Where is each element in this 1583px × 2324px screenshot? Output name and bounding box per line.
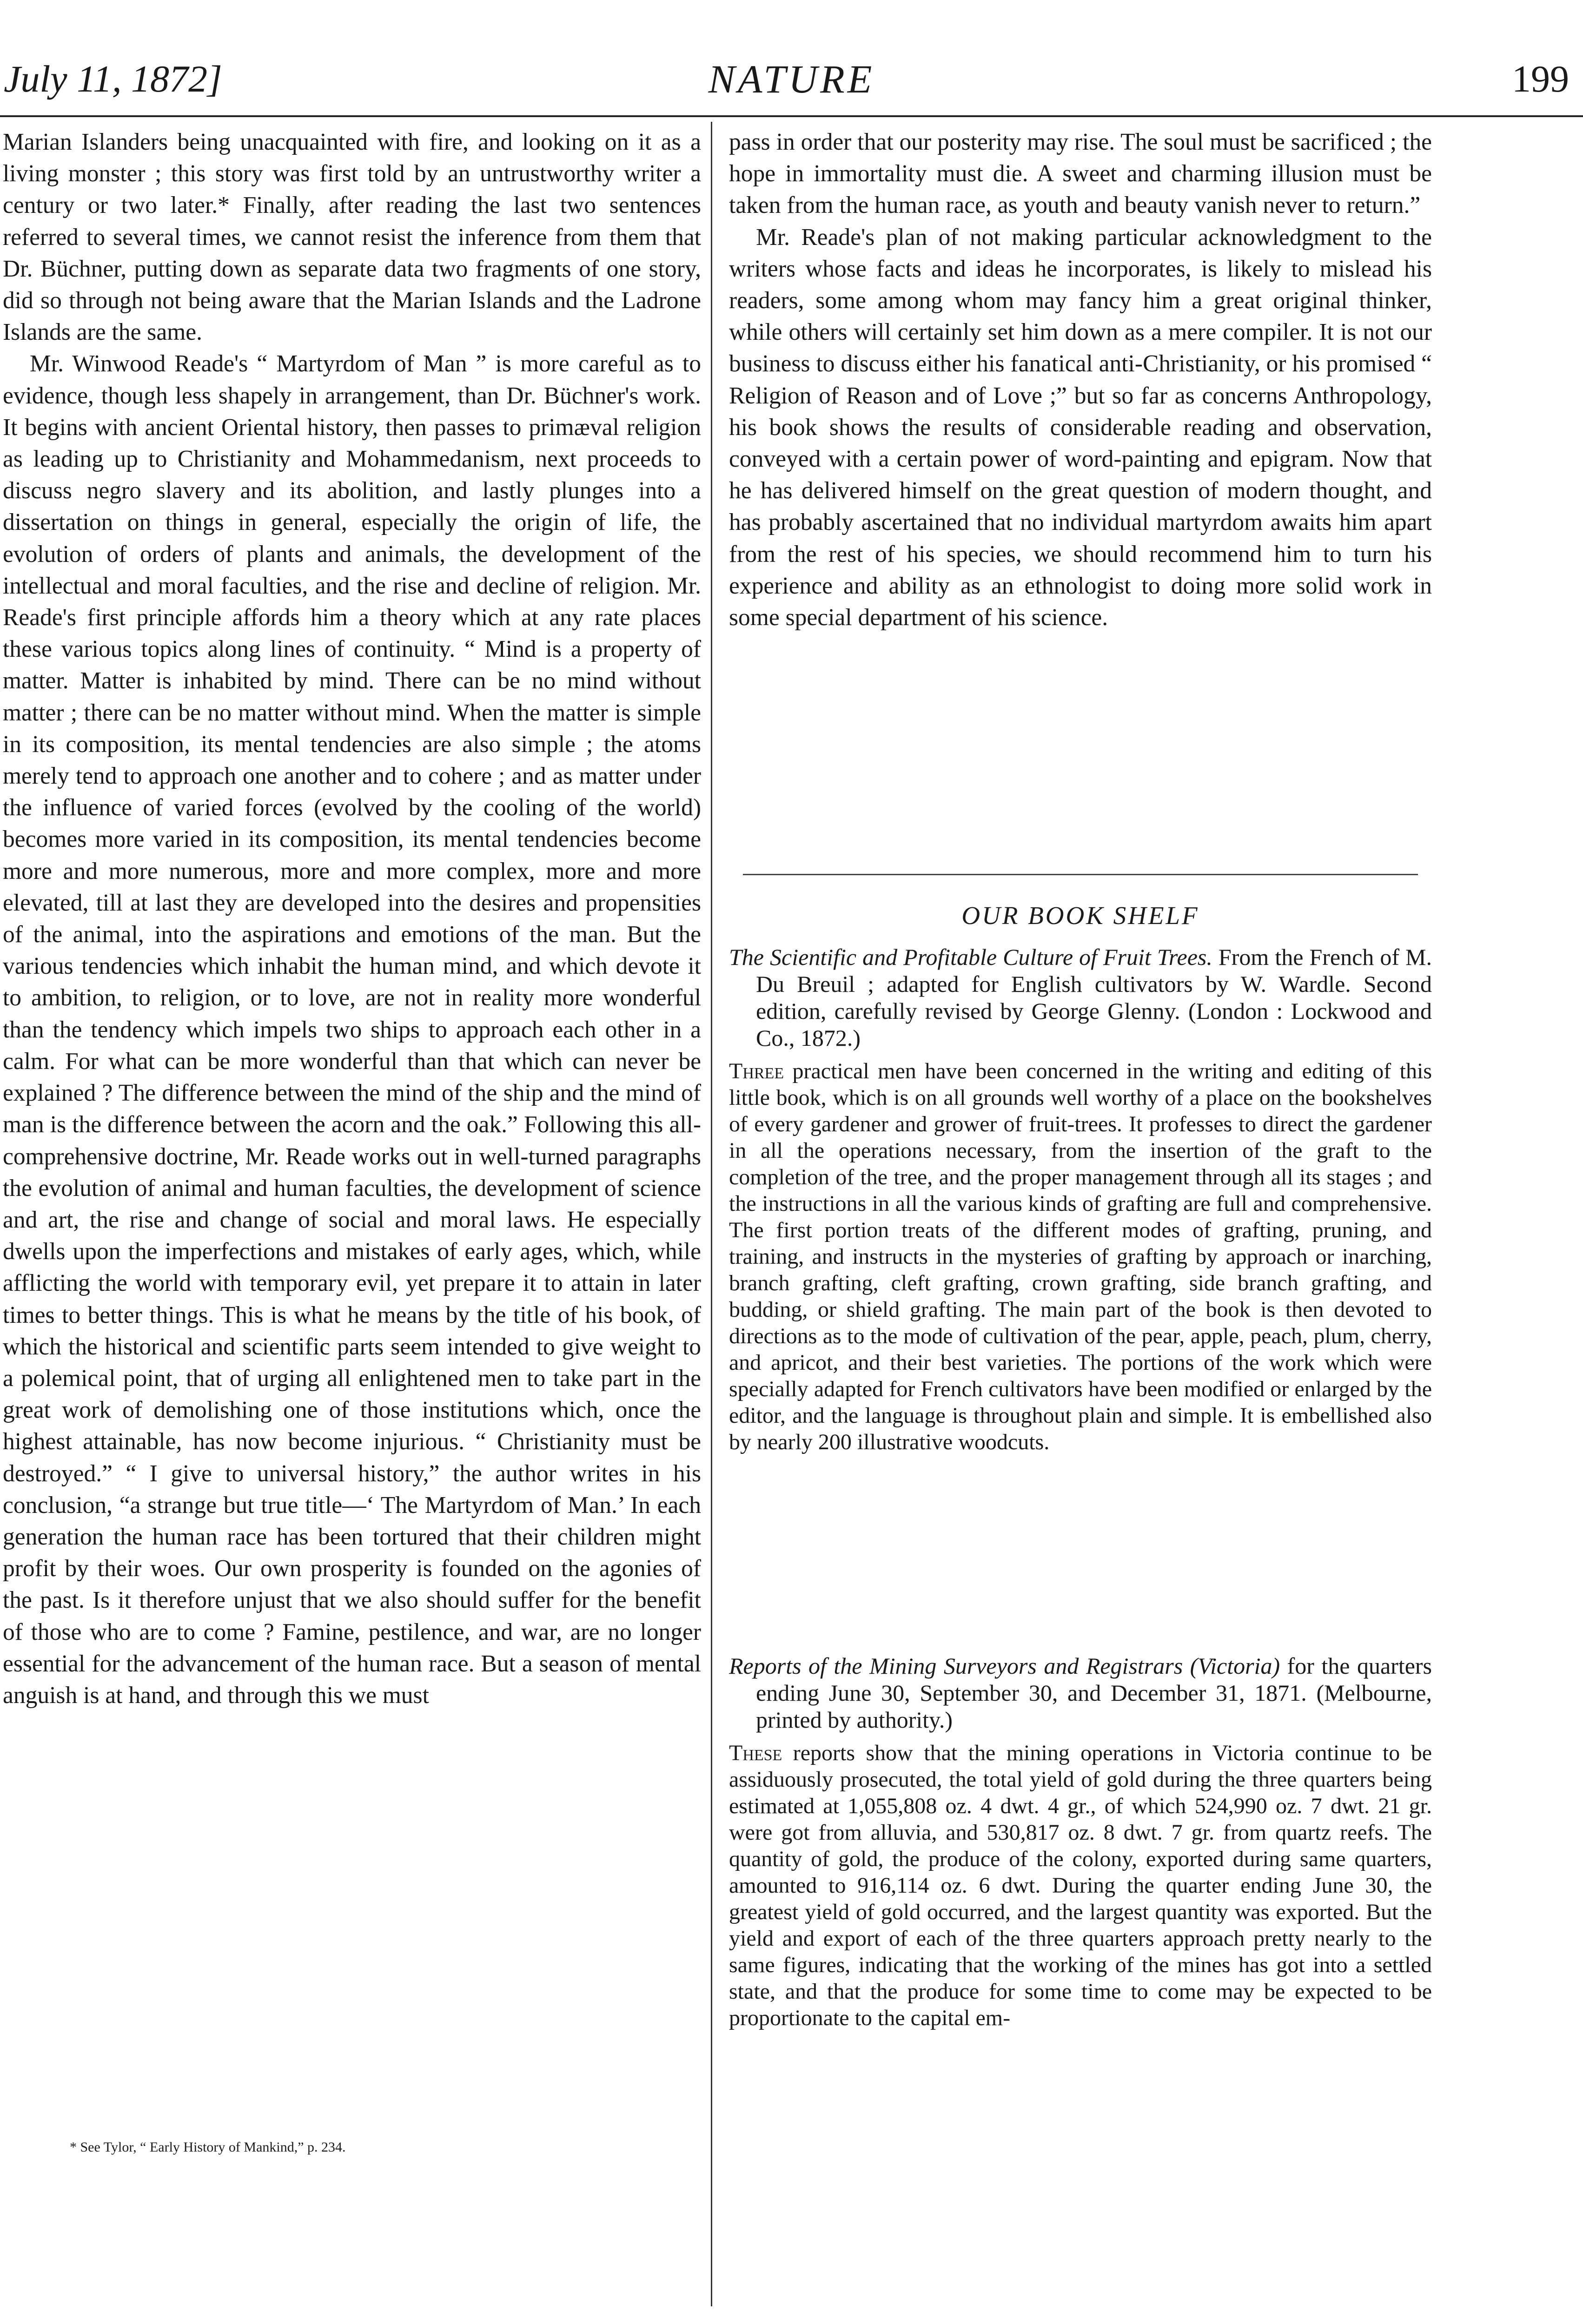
review-heading — [729, 944, 1432, 1051]
header-rule — [0, 115, 1583, 117]
right-column — [729, 126, 1432, 634]
book-review-mining-reports — [729, 1652, 1432, 2031]
review-body-text: reports show that the mining operations in Victoria continue to be assiduously prosecuted, the total yield of gold during the three quarters being estimated at 1,055,808 oz. 4 dwt. 4 gr., of which 524,990 oz. 7 dwt. 21 gr. were got from alluvia, and 530,817 oz. 8 dwt. 7 gr. from quartz reefs. The quantity of gold, the produce of the colony, exported during same quarters, amounted to 916,114 oz. 6 dwt. During the quarter ending June 30, the greatest yield of gold occurred, and the largest quantity was exported. But the yield and export of each of the three quarters approach pretty nearly to the same figures, indicating that the working of the mines has got into a settled state, and that the produce for some time to come may be expected to be proportionate to the capital em- — [729, 1741, 1432, 2030]
review-heading — [729, 1652, 1432, 1733]
section-title: OUR BOOK SHELF — [961, 901, 1199, 930]
page-number: 199 — [1512, 58, 1569, 100]
review-lead-word: Three — [729, 1059, 784, 1083]
left-paragraph-2: Mr. Winwood Reade's “ Martyrdom of Man ” is more careful as to evidence, though less shapely in arrangement, than Dr. Büchner's work. It begins with ancient Oriental history, then passes to primæval religion as leading up to Christianity and Mohammedanism, next proceeds to discuss negro slavery and its abolition, and lastly plunges into a dissertation on things in general, especially the origin of life, the evolution of orders of plants and animals, the development of the intellectual and moral faculties, and the rise and decline of religion. Mr. Reade's first principle affords him a theory which at any rate places these various topics along lines of continuity. “ Mind is a property of matter. Matter is inhabited by mind. There can be no mind without matter ; there can be no matter without mind. When the matter is simple in its composition, its mental tendencies are also simple ; the atoms merely tend to approach one another and to cohere ; and as matter under the influence of varied forces (evolved by the cooling of the world) becomes more varied in its composition, its mental tendencies become more and more numerous, more and more complex, more and more elevated, till at last they are developed into the desires and propensities of the animal, into the aspirations and emotions of the man. But the various tendencies which inhabit the human mind, and which devote it to ambition, to religion, or to love, are not in reality more wonderful than the tendency which impels two ships to approach each other in a calm. For what can be more wonderful than that which can never be explained ? The difference between the mind of the ship and the mind of man is the difference between the acorn and the oak.” Following this all-comprehensive doctrine, Mr. Reade works out in well-turned paragraphs the evolution of animal and human faculties, the development of science and art, the rise and change of social and moral laws. He especially dwells upon the imperfections and mistakes of early ages, which, while afflicting the world with temporary evil, yet prepare it to attain in later times to better things. This is what he means by the title of his book, of which the historical and scientific parts seem intended to give weight to a polemical point, that of urging all enlightened men to take part in the great work of demolishing one of those institutions which, once the highest attainable, has now become injurious. “ Christianity must be destroyed.” “ I give to universal history,” the author writes in his conclusion, “a strange but true title—‘ The Martyrdom of Man.’ In each generation the human race has been tortured that their children might profit by their woes. Our own prosperity is founded on the agonies of the past. Is it therefore unjust that we also should suffer for the benefit of those who are to come ? Famine, pestilence, and war, are no longer essential for the advancement of the human race. But a season of mental anguish is at hand, and through this we must — [3, 350, 701, 1709]
right-paragraph-1: pass in order that our posterity may rise. The soul must be sacrificed ; the hope in immortality must die. A sweet and charming illusion must be taken from the human race, as youth and beauty vanish never to return.” — [729, 129, 1432, 219]
review-book-details: for the quarters ending June 30, September 30, and December 31, 1871. (Melbourne, printed by authority.) — [756, 1653, 1432, 1733]
footnote: * See Tylor, “ Early History of Mankind,” p. 234. — [70, 2139, 346, 2155]
journal-title: NATURE — [708, 57, 875, 101]
left-paragraph-1: Marian Islanders being unacquainted with fire, and looking on it as a living monster ; this story was first told by an untrustworthy writer a century or two later.* Finally, after reading the last two sentences referred to several times, we cannot resist the inference from them that Dr. Büchner, putting down as separate data two fragments of one story, did so through not being aware that the Marian Islands and the Ladrone Islands are the same. — [3, 129, 701, 346]
issue-date: July 11, 1872] — [4, 58, 222, 100]
review-body — [729, 1058, 1432, 1455]
review-book-title: Reports of the Mining Surveyors and Registrars (Victoria) — [729, 1653, 1280, 1679]
book-review-fruit-trees — [729, 944, 1432, 1455]
review-lead-word: These — [729, 1741, 782, 1765]
review-book-details: From the French of M. Du Breuil ; adapted for English cultivators by W. Wardle. Second edition, carefully revised by George Glenny. (London : Lockwood and Co., 1872.) — [756, 944, 1432, 1051]
review-body-text: practical men have been concerned in the writing and editing of this little book, which is on all grounds well worthy of a place on the bookshelves of every gardener and grower of fruit-trees. It professes to direct the gardener in all the operations necessary, from the insertion of the graft to the completion of the tree, and the proper management through all its stages ; and the instructions in all the various kinds of grafting are full and comprehensive. The first portion treats of the different modes of grafting, pruning, and training, and instructs in the mysteries of grafting by approach or inarching, branch grafting, cleft grafting, crown grafting, side branch grafting, and budding, or shield grafting. The main part of the book is then devoted to directions as to the mode of cultivation of the pear, apple, peach, plum, cherry, and apricot, and their best varieties. The portions of the work which were specially adapted for French cultivators have been modified or enlarged by the editor, and the language is throughout plain and simple. It is embellished also by nearly 200 illustrative woodcuts. — [729, 1059, 1432, 1454]
review-body — [729, 1740, 1432, 2031]
page-header — [0, 44, 1583, 114]
left-column — [3, 126, 701, 1711]
right-paragraph-2: Mr. Reade's plan of not making particular acknowledgment to the writers whose facts and ideas he incorporates, is likely to mislead his readers, some among whom may fancy him a great original thinker, while others will certainly set him down as a mere compiler. It is not our business to discuss either his fanatical anti-Christianity, or his promised “ Religion of Reason and of Love ;” but so far as concerns Anthropology, his book shows the results of considerable reading and observation, conveyed with a certain power of word-painting and epigram. Now that he has delivered himself on the great question of modern thought, and has probably ascertained that no individual martyrdom awaits him apart from the rest of his species, we should recommend him to turn his experience and ability as an ethnologist to doing more solid work in some special department of his science. — [729, 224, 1432, 631]
section-divider — [743, 874, 1418, 875]
review-book-title: The Scientific and Profitable Culture of Fruit Trees. — [729, 944, 1212, 970]
column-divider — [711, 122, 712, 2306]
